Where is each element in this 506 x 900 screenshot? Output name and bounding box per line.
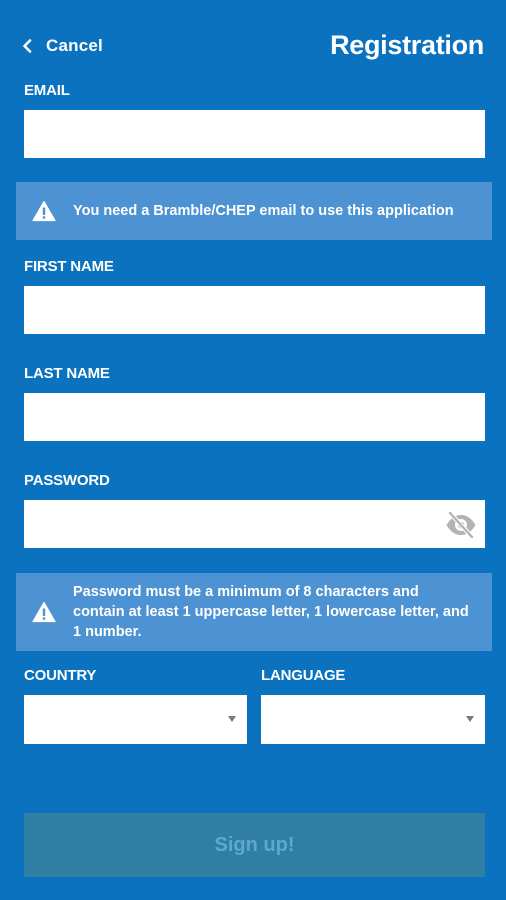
header [0,0,506,80]
country-select[interactable] [24,695,247,744]
warning-triangle-icon [32,601,56,623]
caret-down-icon [466,716,474,722]
email-notice-text: You need a Bramble/CHEP email to use this application [73,203,454,219]
caret-down-icon [228,716,236,722]
language-label: LANGUAGE [261,667,346,684]
email-label: EMAIL [24,82,70,99]
country-label: COUNTRY [24,667,97,684]
first-name-field[interactable] [24,286,485,334]
email-notice [16,182,492,240]
password-field[interactable] [24,500,485,548]
password-notice-text: Password must be a minimum of 8 characters and contain at least 1 uppercase letter, 1 lowercase letter, and 1 number. [73,584,469,640]
last-name-label: LAST NAME [24,365,110,382]
cancel-button[interactable] [22,34,103,58]
language-select[interactable] [261,695,485,744]
first-name-label: FIRST NAME [24,258,114,275]
sign-up-button[interactable]: Sign up! [24,813,485,877]
email-field[interactable] [24,110,485,158]
cancel-label: Cancel [46,36,103,55]
password-notice [16,573,492,651]
warning-triangle-icon [32,200,56,222]
eye-slash-icon[interactable] [444,510,478,540]
last-name-field[interactable] [24,393,485,441]
page-title: Registration [330,30,484,60]
password-label: PASSWORD [24,472,110,489]
chevron-left-icon [22,39,32,53]
